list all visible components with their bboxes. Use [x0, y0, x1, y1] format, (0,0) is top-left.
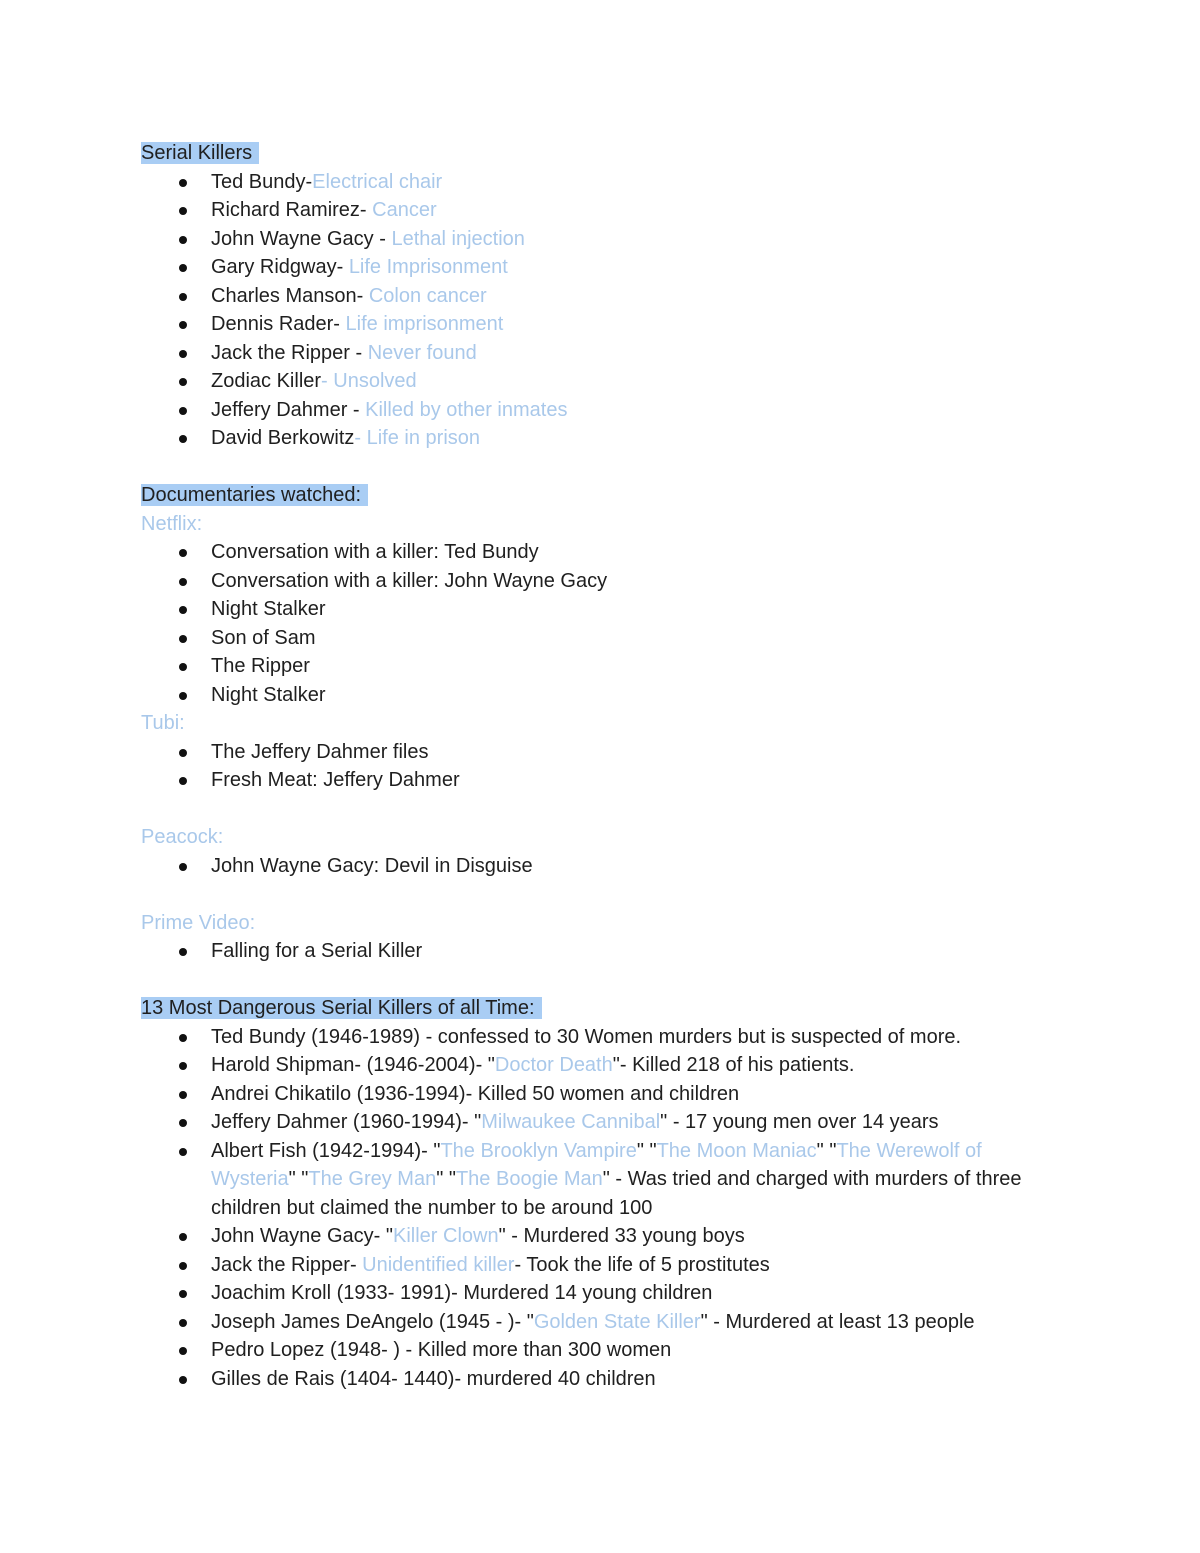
- spacer: [141, 453, 1061, 482]
- list-item: Night Stalker: [141, 595, 1061, 624]
- documentaries-heading: Documentaries watched:: [141, 481, 1061, 510]
- list-item: Jack the Ripper - Never found: [141, 339, 1061, 368]
- peacock-label: Peacock:: [141, 826, 224, 848]
- list-item: Albert Fish (1942-1994)- "The Brooklyn Vampire" "The Moon Maniac" "The Werewolf of Wysteria" "The Grey Man" "The Boogie Man" - Was tried and charged with murders of three children but claimed the number to be around 100: [141, 1137, 1061, 1223]
- list-item: Conversation with a killer: Ted Bundy: [141, 538, 1061, 567]
- list-item: Zodiac Killer- Unsolved: [141, 367, 1061, 396]
- spacer: [141, 880, 1061, 909]
- list-item: Night Stalker: [141, 681, 1061, 710]
- list-item: John Wayne Gacy: Devil in Disguise: [141, 852, 1061, 881]
- list-item: Ted Bundy-Electrical chair: [141, 168, 1061, 197]
- serial-killers-list: [141, 168, 1061, 453]
- list-item: Dennis Rader- Life imprisonment: [141, 310, 1061, 339]
- list-item: Jeffery Dahmer - Killed by other inmates: [141, 396, 1061, 425]
- list-item: Jack the Ripper- Unidentified killer- Took the life of 5 prostitutes: [141, 1251, 1061, 1280]
- list-item: John Wayne Gacy- "Killer Clown" - Murdered 33 young boys: [141, 1222, 1061, 1251]
- list-item: John Wayne Gacy - Lethal injection: [141, 225, 1061, 254]
- spacer: [141, 795, 1061, 824]
- list-item: Gilles de Rais (1404- 1440)- murdered 40 children: [141, 1365, 1061, 1394]
- list-item: Pedro Lopez (1948- ) - Killed more than 300 women: [141, 1336, 1061, 1365]
- list-item: The Ripper: [141, 652, 1061, 681]
- list-item: Andrei Chikatilo (1936-1994)- Killed 50 women and children: [141, 1080, 1061, 1109]
- list-item: Conversation with a killer: John Wayne Gacy: [141, 567, 1061, 596]
- list-item: Ted Bundy (1946-1989) - confessed to 30 Women murders but is suspected of more.: [141, 1023, 1061, 1052]
- list-item: Joseph James DeAngelo (1945 - )- "Golden State Killer" - Murdered at least 13 people: [141, 1308, 1061, 1337]
- prime-video-label: Prime Video:: [141, 911, 256, 934]
- serial-killers-heading: Serial Killers: [141, 139, 1061, 168]
- list-item: Jeffery Dahmer (1960-1994)- "Milwaukee Cannibal" - 17 young men over 14 years: [141, 1108, 1061, 1137]
- list-item: Son of Sam: [141, 624, 1061, 653]
- list-item: Gary Ridgway- Life Imprisonment: [141, 253, 1061, 282]
- prime-video-list: [141, 937, 1061, 966]
- most-dangerous-heading: 13 Most Dangerous Serial Killers of all Time:: [141, 994, 1061, 1023]
- list-item: Harold Shipman- (1946-2004)- "Doctor Death"- Killed 218 of his patients.: [141, 1051, 1061, 1080]
- list-item: Falling for a Serial Killer: [141, 937, 1061, 966]
- document-page: [141, 139, 1061, 1393]
- netflix-label: Netflix:: [141, 512, 203, 535]
- tubi-label: Tubi:: [141, 712, 185, 734]
- list-item: Charles Manson- Colon cancer: [141, 282, 1061, 311]
- list-item: Joachim Kroll (1933- 1991)- Murdered 14 young children: [141, 1279, 1061, 1308]
- netflix-list: [141, 538, 1061, 709]
- spacer: [141, 966, 1061, 995]
- list-item: David Berkowitz- Life in prison: [141, 424, 1061, 453]
- list-item: Richard Ramirez- Cancer: [141, 196, 1061, 225]
- list-item: The Jeffery Dahmer files: [141, 738, 1061, 767]
- list-item: Fresh Meat: Jeffery Dahmer: [141, 766, 1061, 795]
- most-dangerous-list: [141, 1023, 1061, 1394]
- peacock-list: [141, 852, 1061, 881]
- tubi-list: [141, 738, 1061, 795]
